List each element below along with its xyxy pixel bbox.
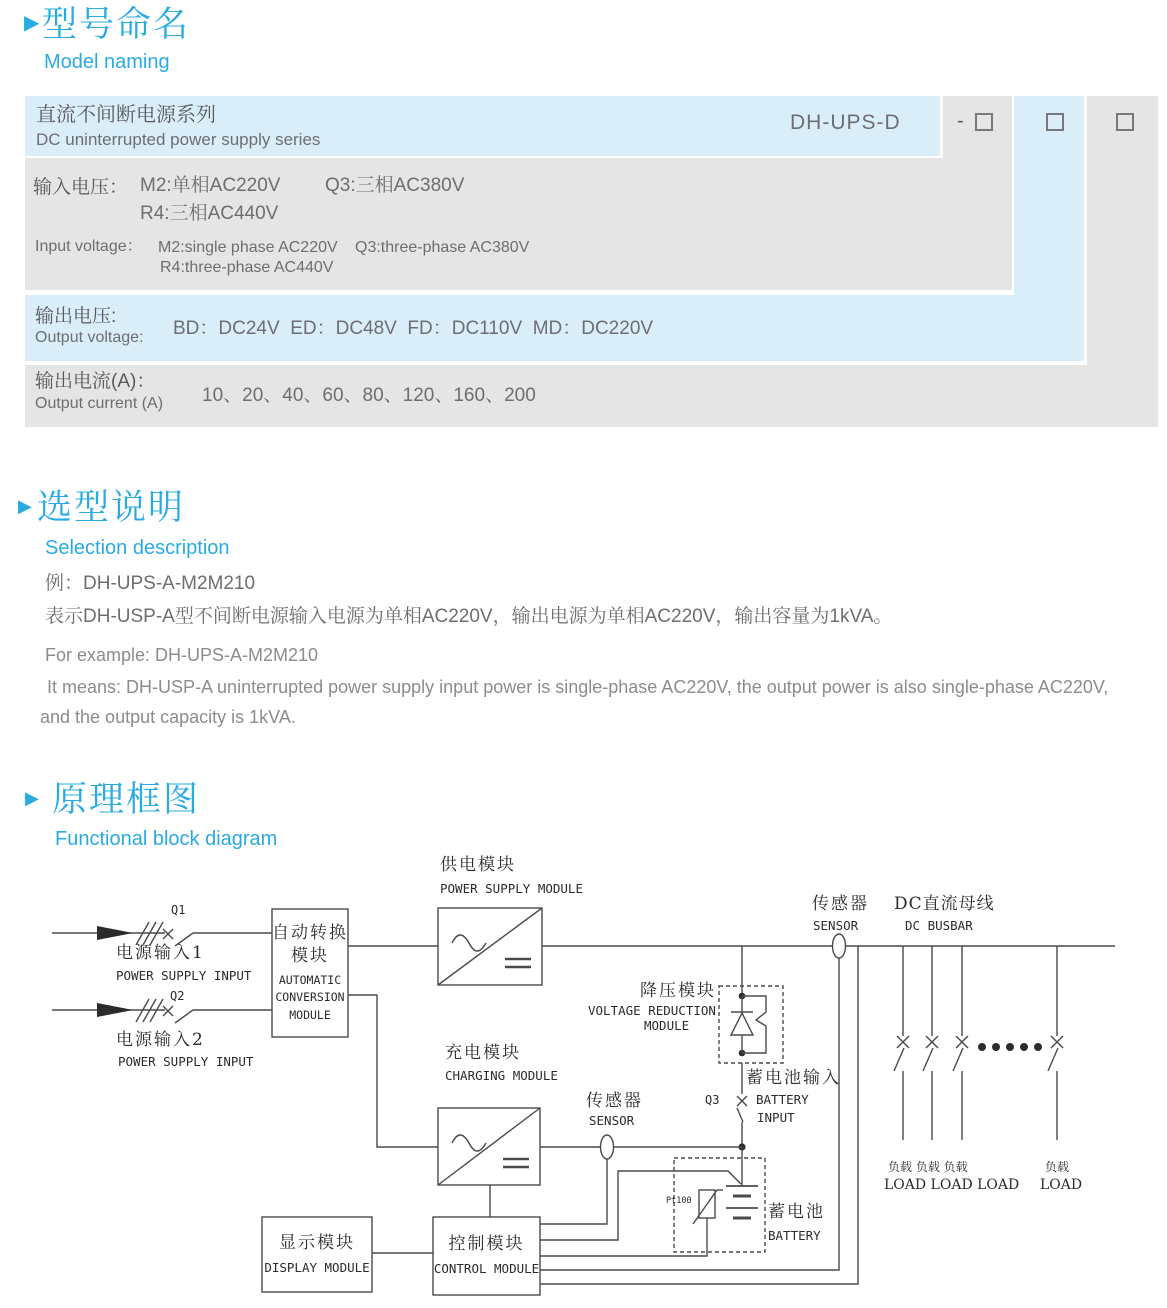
load-label-en: LOAD — [1040, 1177, 1083, 1193]
section-subtitle-selection: Selection description — [45, 537, 230, 559]
switch-blade — [175, 1010, 193, 1023]
power-input-1-label-en: POWER SUPPLY INPUT — [116, 968, 252, 983]
battery-input-label-cn: 蓄电池输入 — [746, 1068, 841, 1088]
charge-sensor-label-en: SENSOR — [589, 1113, 635, 1128]
input-voltage-e1: M2:single phase AC220V — [158, 239, 338, 256]
q2-label: Q2 — [170, 989, 185, 1003]
power-supply-module-label-en: POWER SUPPLY MODULE — [440, 881, 583, 896]
series-name-en: DC uninterrupted power supply series — [36, 130, 321, 149]
battery-label-en: BATTERY — [768, 1228, 821, 1243]
control-module-label-cn: 控制模块 — [448, 1234, 525, 1255]
output-voltage-label-cn: 输出电压: — [35, 306, 117, 327]
display-module-label-cn: 显示模块 — [279, 1232, 355, 1253]
acm-label-cn1: 自动转换 — [272, 922, 348, 943]
charging-module-label-cn: 充电模块 — [445, 1043, 521, 1063]
feeder-breakers — [894, 946, 1063, 1140]
section-marker-icon: ▶ — [25, 788, 39, 808]
power-supply-module-label-cn: 供电模块 — [440, 855, 516, 875]
output-current-label-cn: 输出电流(A)： — [35, 371, 156, 392]
control-module-label-en: CONTROL MODULE — [433, 1261, 540, 1277]
arrow-icon — [97, 1003, 133, 1017]
ac-symbol — [452, 935, 486, 951]
charge-sensor-icon — [601, 1135, 614, 1159]
input-voltage-e2: Q3:three-phase AC380V — [355, 239, 530, 256]
vrm-label-cn: 降压模块 — [640, 981, 716, 1001]
arrow-icon — [97, 926, 133, 940]
selection-meaning-en-line2: and the output capacity is 1kVA. — [40, 707, 296, 727]
power-input-1-label-cn: 电源输入1 — [116, 943, 205, 963]
input-voltage-e3: R4:three-phase AC440V — [160, 259, 334, 276]
battery-label-cn: 蓄电池 — [768, 1202, 825, 1222]
input-voltage-v1: M2:单相AC220V — [140, 175, 281, 196]
bus-sensor-label-en: SENSOR — [813, 918, 859, 933]
section-title-model-naming: 型号命名 — [42, 5, 191, 44]
control-module-label-block — [434, 1218, 539, 1294]
output-current-label-en: Output current (A) — [35, 395, 164, 412]
model-code: DH-UPS-D — [790, 111, 901, 134]
power-input-2-line — [52, 999, 272, 1023]
section-title-diagram: 原理框图 — [52, 780, 201, 819]
charging-module-label-en: CHARGING MODULE — [445, 1068, 558, 1083]
input-voltage-label-en: Input voltage： — [35, 238, 143, 255]
dc-busbar-label-cn: DC直流母线 — [894, 894, 995, 914]
model-digit-dash: - — [957, 110, 964, 132]
vrm-label-en2: MODULE — [644, 1018, 690, 1033]
input-voltage-v3: R4:三相AC440V — [140, 203, 279, 224]
section-marker-icon: ▶ — [18, 496, 32, 516]
output-current-value: 10、20、40、60、80、120、160、200 — [202, 385, 536, 406]
vrm-label-en1: VOLTAGE REDUCTION — [588, 1003, 716, 1018]
selection-example-en: For example: DH-UPS-A-M2M210 — [45, 645, 319, 665]
section-subtitle-diagram: Functional block diagram — [55, 828, 278, 850]
input-voltage-v2: Q3:三相AC380V — [325, 175, 465, 196]
display-module-label-block — [263, 1218, 371, 1291]
power-input-2-label-cn: 电源输入2 — [116, 1030, 205, 1050]
load-label-cn: 负载 — [1045, 1160, 1070, 1174]
psu-converter-box — [438, 908, 542, 985]
section-title-selection: 选型说明 — [37, 488, 186, 527]
acm-label-en3: MODULE — [289, 1007, 331, 1022]
q1-label: Q1 — [171, 903, 186, 917]
pt100-label: Pt100 — [666, 1196, 692, 1206]
diode-icon — [731, 1013, 753, 1035]
acm-label-block — [273, 912, 347, 1034]
display-module-label-en: DISPLAY MODULE — [264, 1259, 370, 1275]
selection-meaning-cn: 表示DH-USP-A型不间断电源输入电源为单相AC220V，输出电源为单相AC220V，输出容量为1kVA。 — [45, 606, 893, 627]
selection-example-cn: 例：DH-UPS-A-M2M210 — [45, 573, 256, 594]
selection-meaning-en-line1: It means: DH-USP-A uninterrupted power supply input power is single-phase AC220V, the output power is also single-phase AC220V, — [47, 677, 1109, 697]
section-subtitle-model-naming: Model naming — [44, 51, 170, 73]
series-name-cn: 直流不间断电源系列 — [36, 104, 216, 126]
acm-label-en2: CONVERSION — [275, 990, 345, 1005]
input-voltage-label-cn: 输入电压： — [33, 177, 129, 198]
bus-sensor-label-cn: 传感器 — [812, 894, 869, 914]
dc-busbar-label-en: DC BUSBAR — [905, 918, 973, 933]
voltage-reduction-module — [719, 986, 783, 1063]
loads-label-cn: 负载 负载 负载 — [888, 1160, 968, 1174]
q3-switch — [737, 1096, 747, 1147]
bypass-path — [742, 996, 766, 1053]
charging-converter-box — [438, 1108, 540, 1185]
output-voltage-value: BD：DC24V ED：DC48V FD：DC110V MD：DC220V — [173, 318, 654, 339]
acm-label-cn2: 模块 — [291, 945, 329, 966]
loads-label-en: LOAD LOAD LOAD — [884, 1177, 1020, 1193]
section-marker-icon: ▶ — [24, 12, 40, 34]
ellipsis-dots — [978, 1043, 1042, 1051]
power-input-2-label-en: POWER SUPPLY INPUT — [118, 1054, 254, 1069]
battery-input-label-en2: INPUT — [757, 1110, 795, 1125]
acm-label-en1: AUTOMATIC — [278, 972, 342, 987]
bus-sensor-icon — [833, 934, 846, 958]
charge-sensor-label-cn: 传感器 — [586, 1091, 643, 1111]
output-voltage-label-en: Output voltage: — [35, 329, 144, 346]
ac-symbol — [452, 1135, 486, 1151]
q3-label: Q3 — [705, 1093, 720, 1107]
battery-input-label-en1: BATTERY — [756, 1092, 809, 1107]
